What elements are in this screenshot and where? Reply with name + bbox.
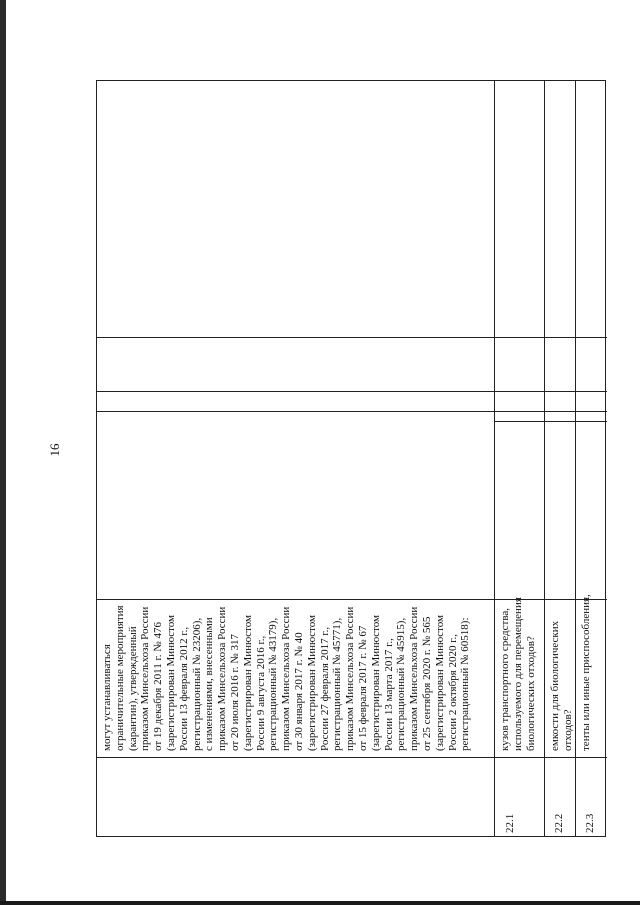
page-number: 16 <box>47 443 62 457</box>
scan-edge-bottom <box>0 901 640 905</box>
column-separator <box>97 337 607 338</box>
row-description-text: могут устанавливаться ограничительные мероприятия (карантин), утвержденный приказом Минсельхоза России от 19 декабря 2011 г. № 476 (зарегистрирован Минюстом России 13 февраля 2012 г., регистрационный № 23206), с изменениями, внесенными приказом Минсельхоза России от 20 июля 2016 г. № 317 (зарегистрирован Минюстом России 9 августа 2016 г., регистрационный № 43179), приказом Минсельхоза России от 30 января 2017 г. № 40 (зарегистрирован Минюстом России 27 февраля 2017 г., регистрационный № 45771), приказом Минсельхоза России от 15 февраля 2017 г. № 67 (зарегистрирован Минюстом России 13 марта 2017 г., регистрационный № 45915), приказом Минсельхоза России от 25 сентября 2020 г. № 565 (зарегистрирован Минюстом России 2 октября 2020 г., регистрационный № 60518): <box>101 605 472 751</box>
column-separator <box>97 391 607 392</box>
row-number-22-1: 22.1 <box>504 813 516 833</box>
row-text-22-2: емкости для биологических отходов? <box>549 620 574 751</box>
row-number-22-2: 22.2 <box>553 813 565 833</box>
row-separator <box>544 81 545 836</box>
column-separator <box>494 421 607 422</box>
row-text-22-1: кузов транспортного средства, используемого для перемещения биологических отходов? <box>499 597 537 751</box>
row-separator <box>575 81 576 836</box>
column-separator <box>97 757 607 758</box>
column-separator <box>97 411 607 412</box>
requirements-table <box>96 80 606 837</box>
row-number-22-3: 22.3 <box>584 813 596 833</box>
row-text-22-3: тенты или иные приспособления, <box>580 594 592 751</box>
scan-edge-left <box>0 0 6 905</box>
row-separator <box>494 81 495 836</box>
